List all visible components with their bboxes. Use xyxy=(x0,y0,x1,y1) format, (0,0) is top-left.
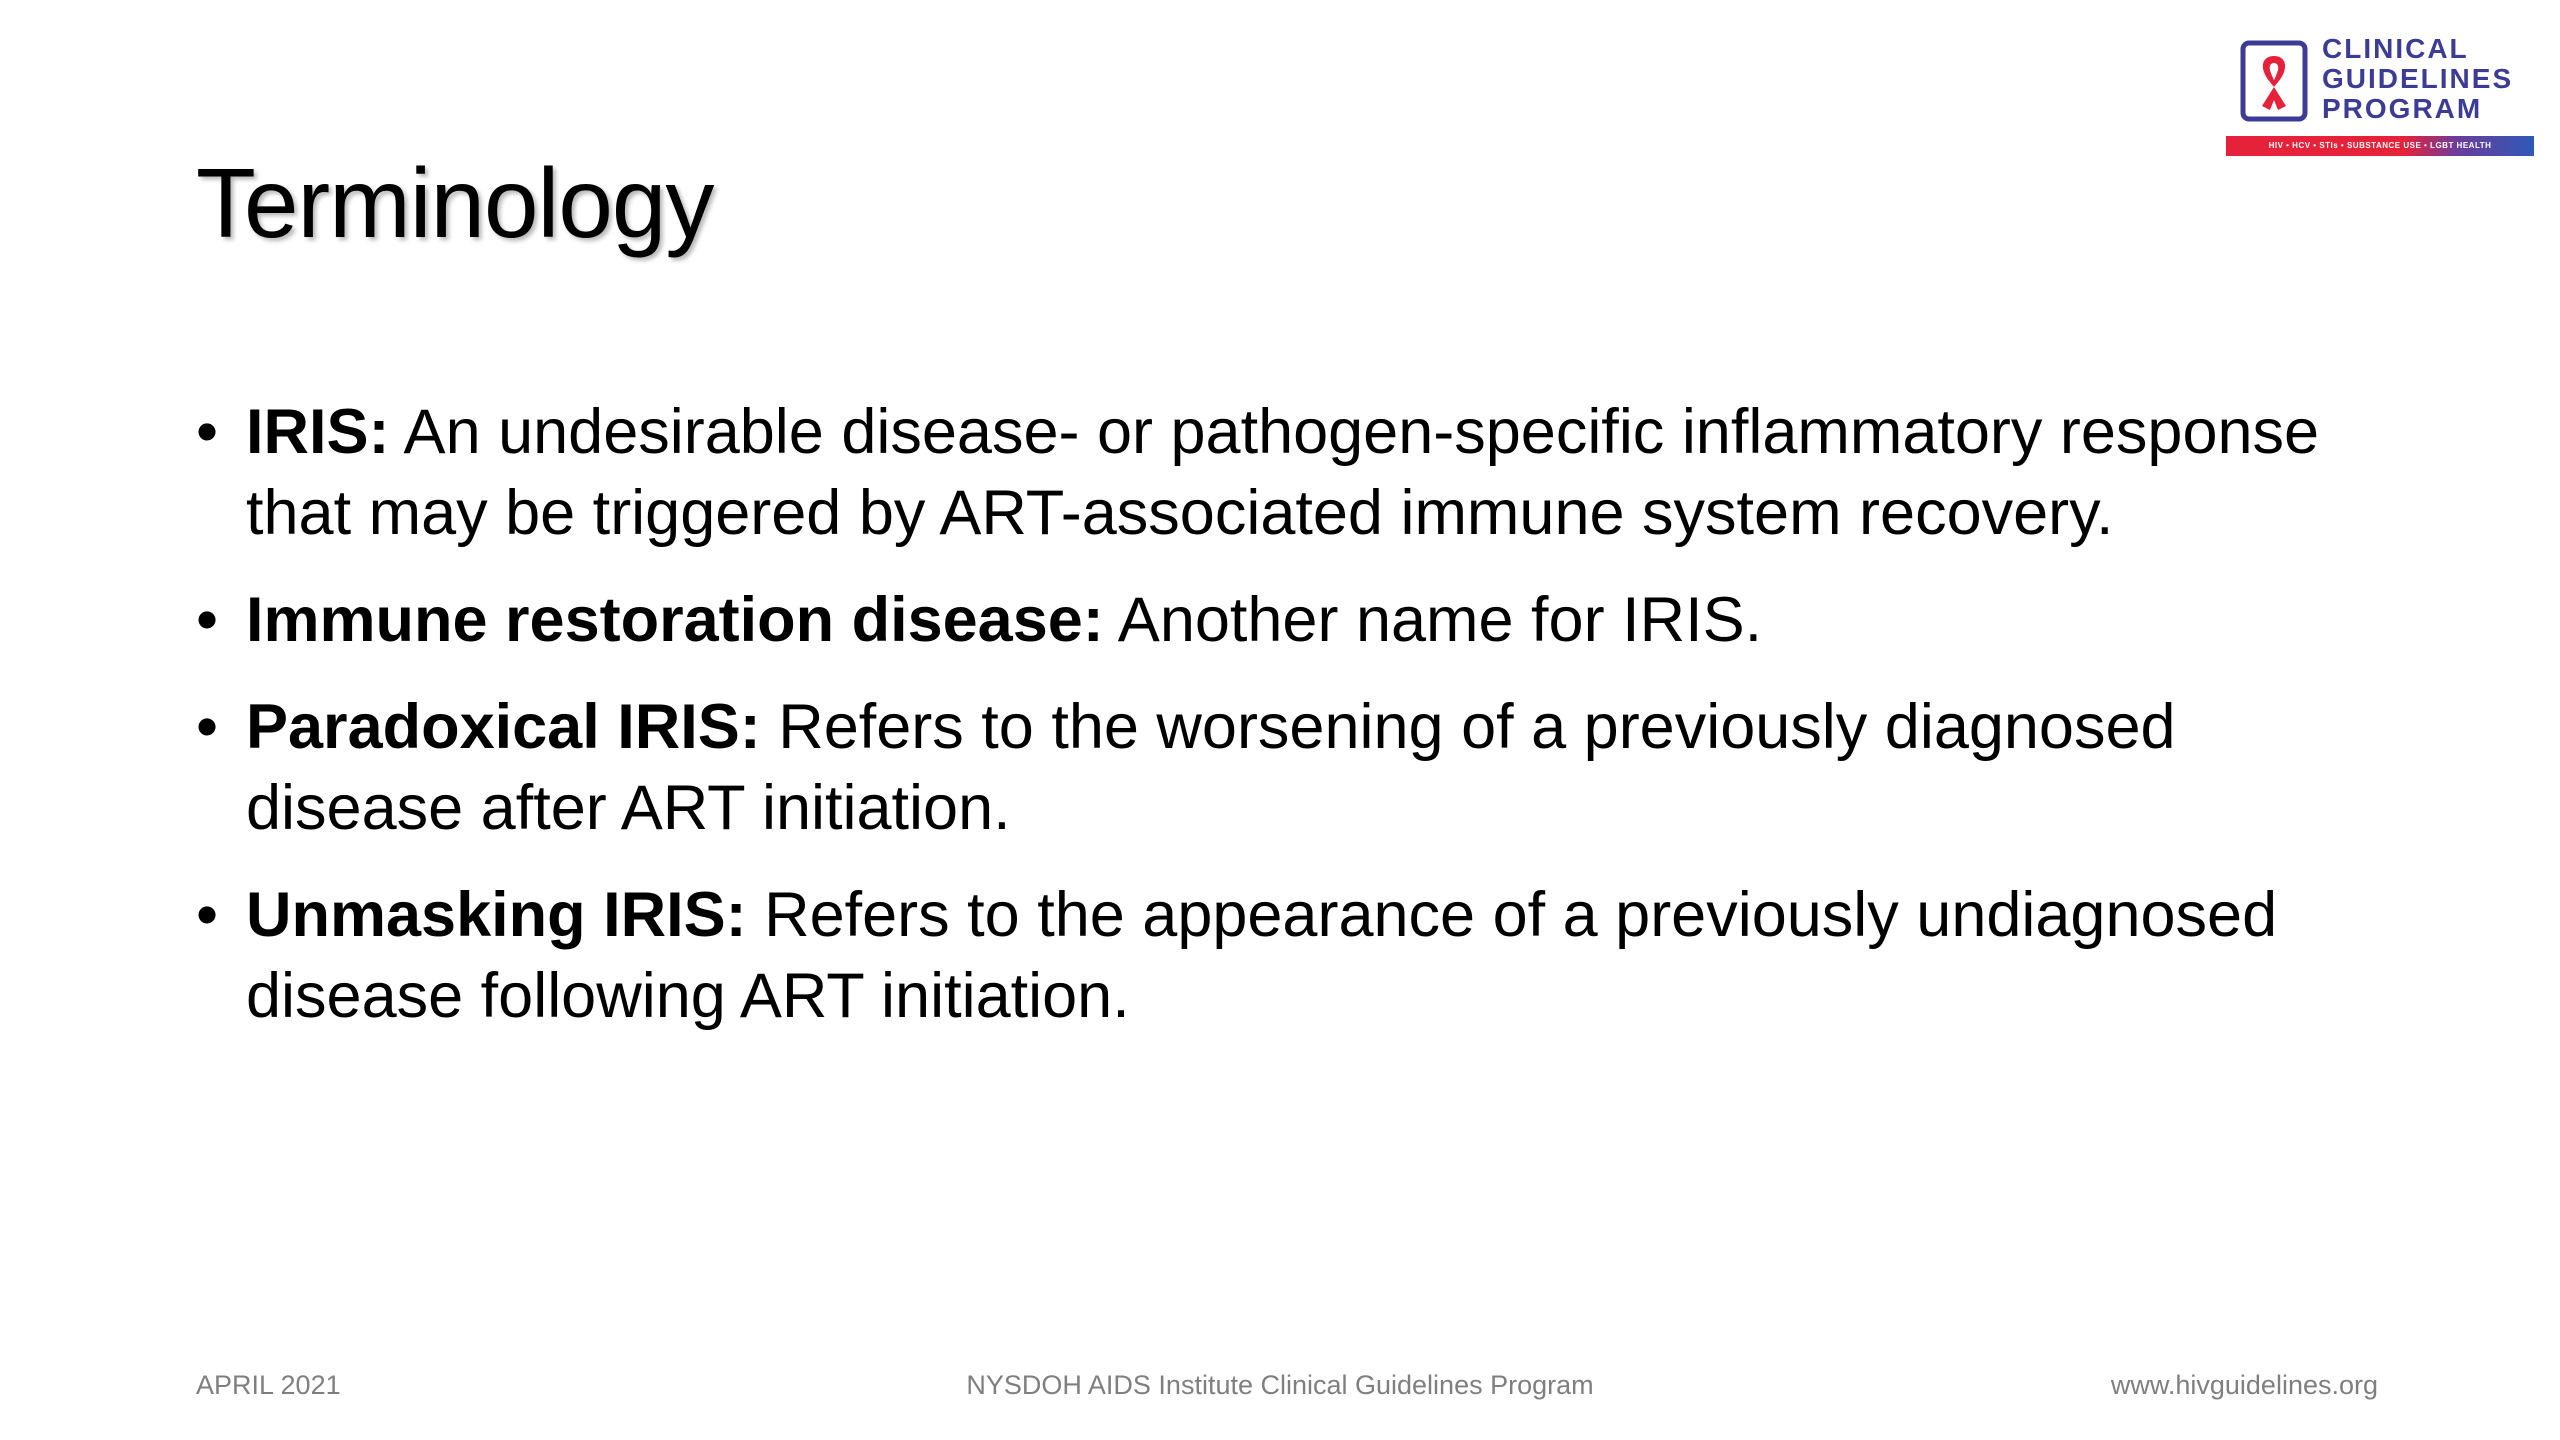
logo-line-2: GUIDELINES xyxy=(2322,63,2514,94)
clinical-guidelines-program-logo xyxy=(2226,34,2534,160)
slide-title: Terminology xyxy=(196,148,714,258)
logo-tagline-band: HIV • HCV • STIs • SUBSTANCE USE • LGBT HEALTH xyxy=(2226,136,2534,156)
bullet-term: Immune restoration disease: xyxy=(246,585,1104,655)
bullet-item-paradoxical-iris xyxy=(196,687,2396,849)
bullet-text: Another name for IRIS. xyxy=(1103,585,1763,655)
footer-date: APRIL 2021 xyxy=(196,1370,341,1400)
logo-line-1: CLINICAL xyxy=(2322,33,2469,64)
footer-website-url: www.hivguidelines.org xyxy=(2110,1370,2378,1400)
bullet-term: Unmasking IRIS: xyxy=(246,880,747,950)
bullet-icon: • xyxy=(196,692,219,762)
logo-wordmark xyxy=(2322,34,2537,124)
logo-line-3: PROGRAM xyxy=(2322,93,2483,124)
bullet-item-unmasking-iris xyxy=(196,875,2396,1037)
footer-program-name: NYSDOH AIDS Institute Clinical Guidelines Program xyxy=(966,1370,1594,1400)
bullet-item-iris xyxy=(196,392,2396,554)
bullet-list xyxy=(196,392,2396,1063)
bullet-text: Refers to the worsening of a previously diagnosed disease after ART initiation. xyxy=(246,692,2176,843)
bullet-text: Refers to the appearance of a previously undiagnosed disease following ART initiation. xyxy=(246,880,2278,1031)
bullet-icon: • xyxy=(196,397,219,467)
bullet-term: IRIS: xyxy=(246,397,390,467)
bullet-text: An undesirable disease- or pathogen-specific inflammatory response that may be triggered by ART-associated immune system recovery. xyxy=(246,397,2320,548)
bullet-term: Paradoxical IRIS: xyxy=(246,692,761,762)
bullet-item-immune-restoration-disease xyxy=(196,580,2396,661)
bullet-icon: • xyxy=(196,585,219,655)
bullet-icon: • xyxy=(196,880,219,950)
red-ribbon-icon xyxy=(2240,40,2308,122)
